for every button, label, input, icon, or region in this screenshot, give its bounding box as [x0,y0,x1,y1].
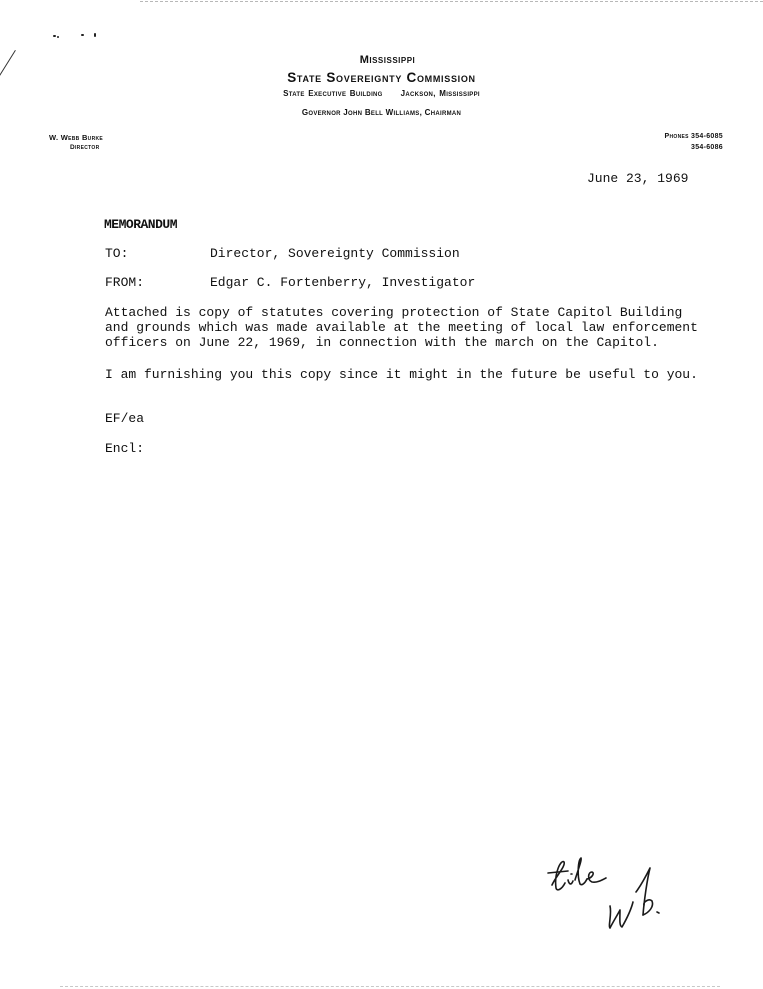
scan-speck [94,33,96,37]
body-line: Attached is copy of statutes covering protection of State Capitol Building [105,305,683,320]
from-value: Edgar C. Fortenberry, Investigator [210,275,476,290]
scan-speck [53,35,56,37]
to-label: TO: [105,246,129,261]
scan-edge-top [140,1,763,2]
director-title: Director [70,144,100,151]
body-paragraph [105,305,698,350]
letterhead-building: State Executive Building [283,89,383,98]
memo-heading: MEMORANDUM [104,217,178,232]
from-label: FROM: [105,275,145,290]
letterhead-state: Mississippi [359,54,416,66]
scan-speck [57,36,59,38]
phones-second: 354-6086 [691,144,723,151]
typist-initials: EF/ea [105,411,145,426]
scan-speck [81,34,84,36]
director-name: W. Webb Burke [49,133,104,142]
scan-edge-bottom [60,986,720,987]
to-value: Director, Sovereignty Commission [210,246,460,261]
memo-date: June 23, 1969 [587,171,689,186]
letterhead-address [0,89,763,98]
body-line: officers on June 22, 1969, in connection with the march on the Capitol. [105,335,659,350]
letterhead-commission: State Sovereignty Commission [287,70,476,85]
letterhead-governor: Governor John Bell Williams, Chairman [301,108,462,117]
enclosure-note: Encl: [105,441,145,456]
body-line: and grounds which was made available at the meeting of local law enforcement [105,320,698,335]
phones-line: Phones 354-6085 [664,133,723,140]
letterhead-city: Jackson, Mississippi [400,89,480,98]
handwritten-file-initials [540,840,680,940]
body-paragraph-2: I am furnishing you this copy since it might in the future be useful to you. [105,367,698,382]
